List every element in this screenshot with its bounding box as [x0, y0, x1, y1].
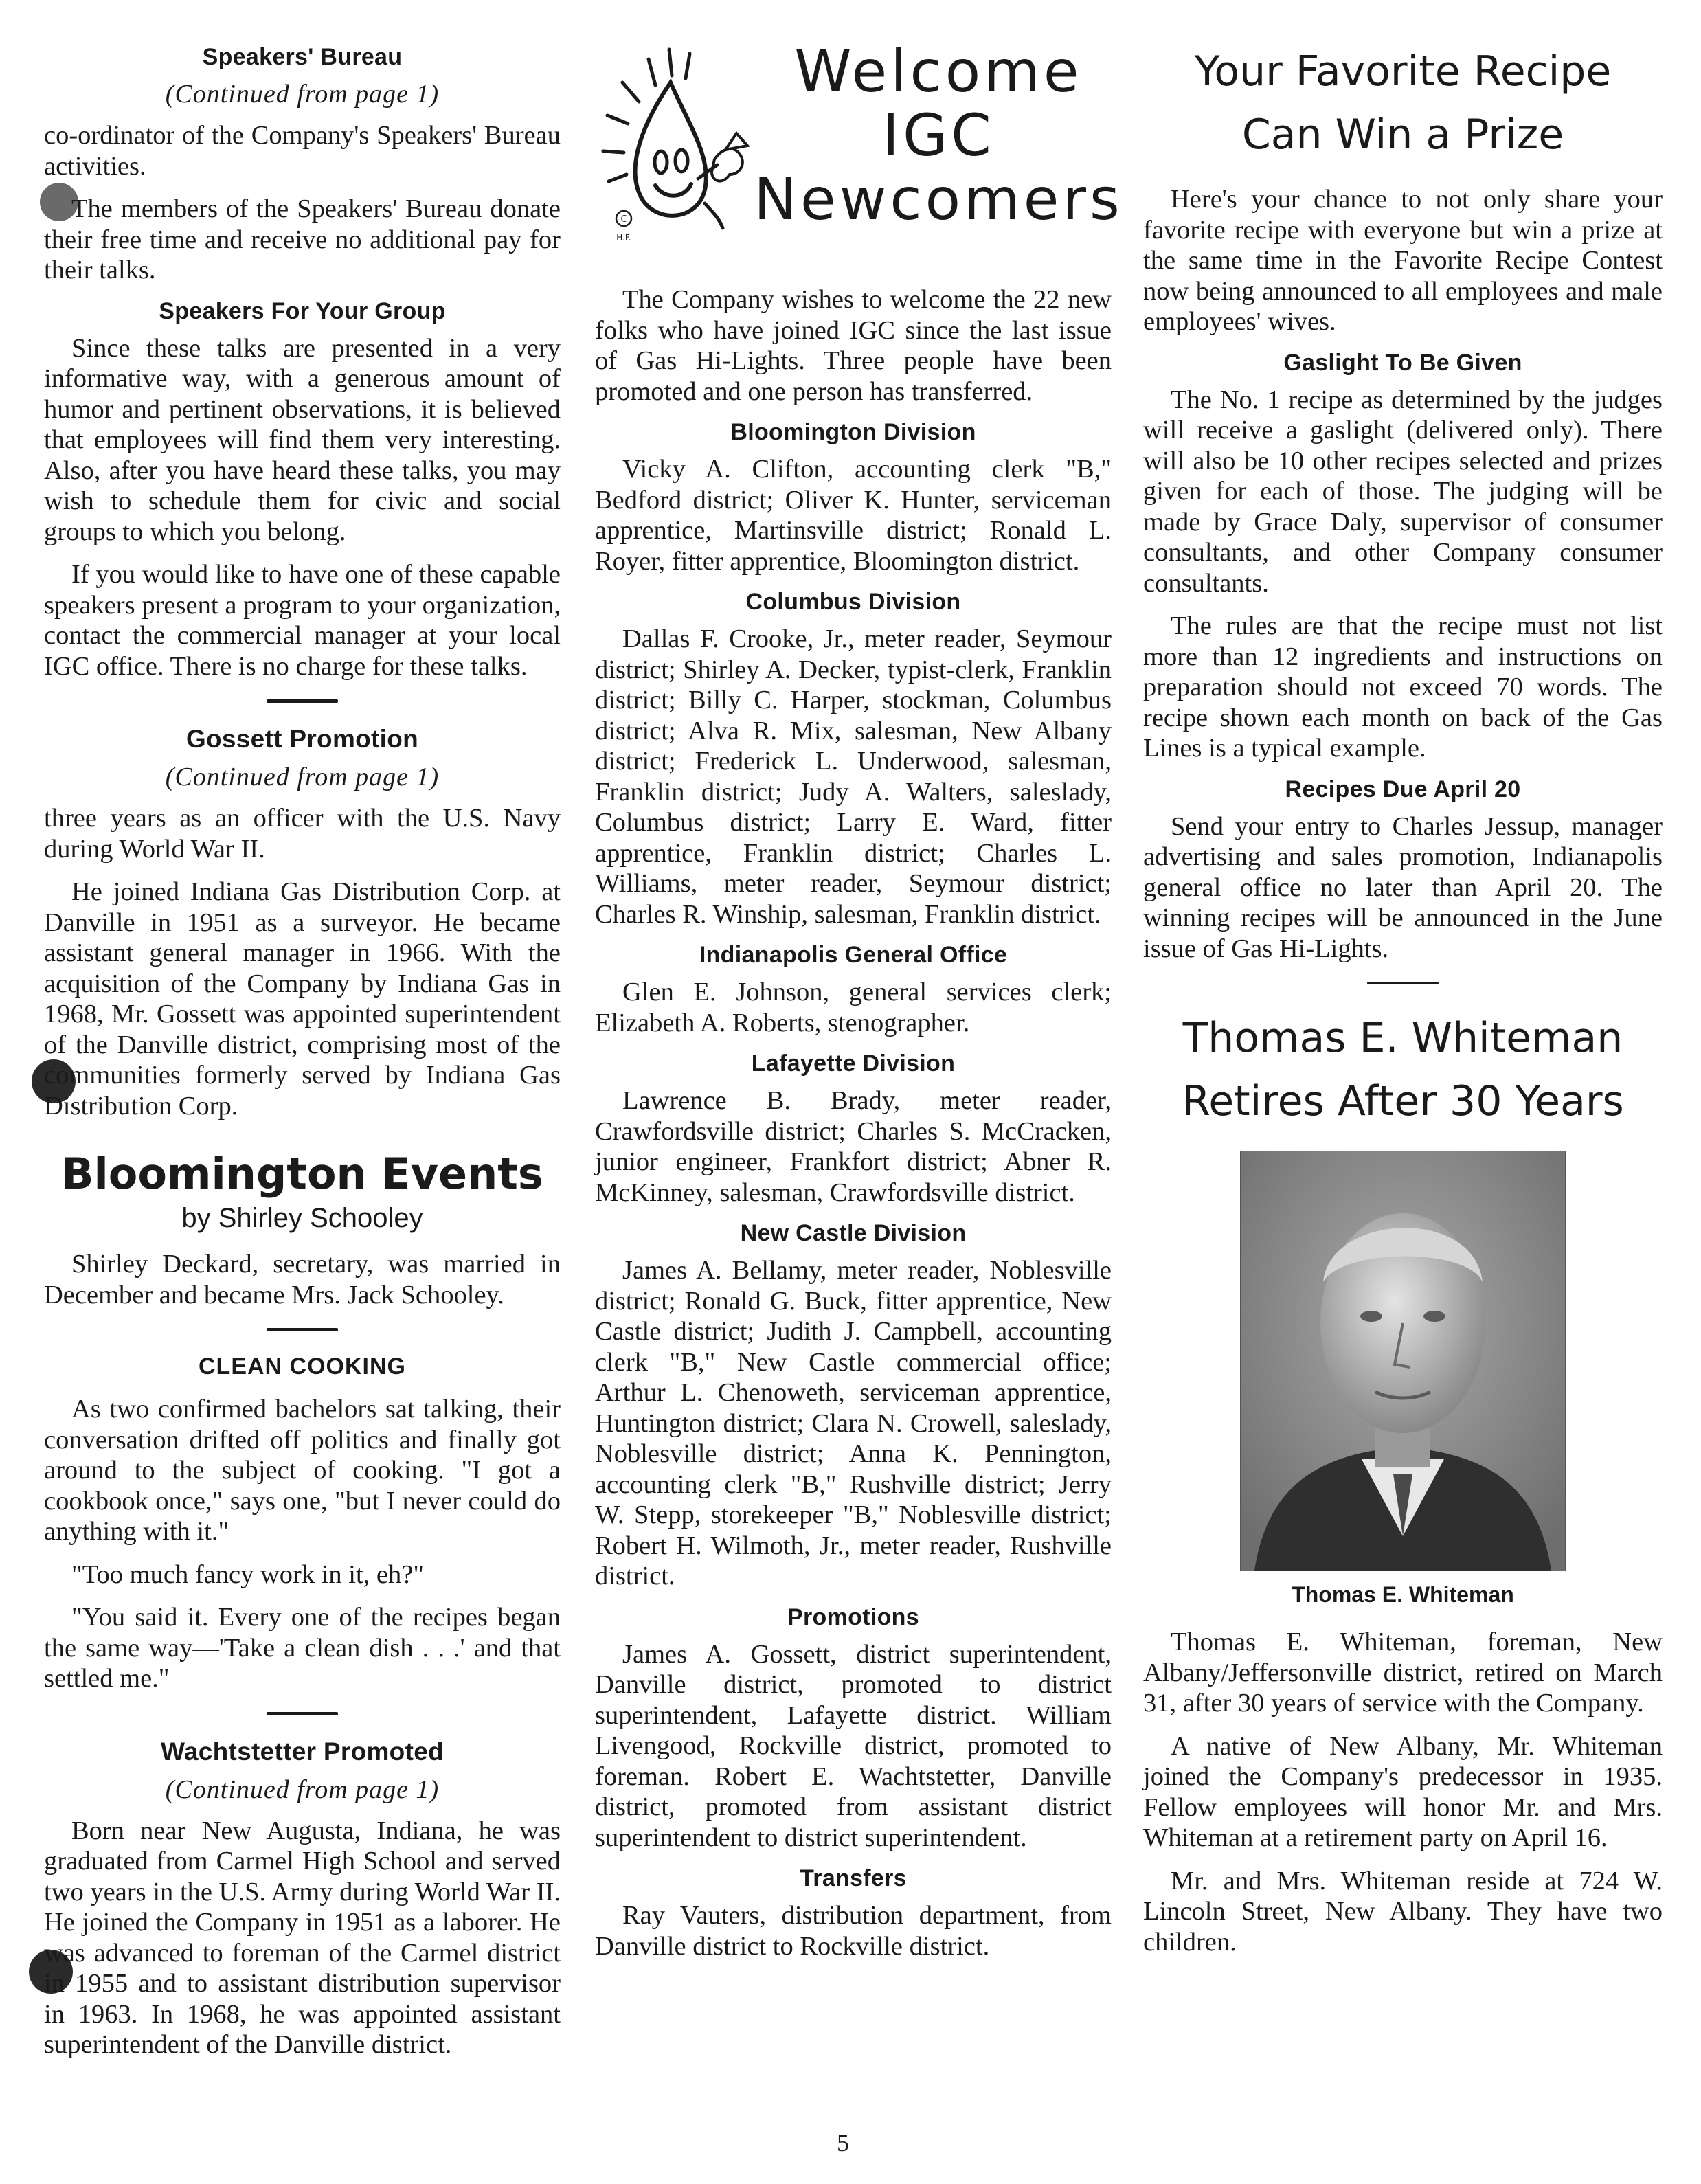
gossett-paragraph: three years as an officer with the U.S. Navy during World War II.	[44, 804, 561, 864]
cooking-paragraph: "You said it. Every one of the recipes began the same way—'Take a clean dish . . .' and that settled me."	[44, 1603, 561, 1693]
group-paragraph: If you would like to have one of these capable speakers present a program to your organization, contact the commercial manager at your local IGC office. There is no charge for these talks.	[44, 560, 561, 681]
continued-note: (Continued from page 1)	[165, 1775, 440, 1804]
cooking-paragraph: As two confirmed bachelors sat talking, their conversation drifted off politics and finally got around to the subject of cooking. "I got a cookbook once," says one, "but I never could do anything with it."	[44, 1395, 561, 1546]
welcome-title-line3: Newcomers	[754, 166, 1123, 233]
columbus-division-heading: Columbus Division	[745, 589, 961, 615]
speakers-group-heading: Speakers For Your Group	[159, 297, 446, 324]
division-list: Lawrence B. Brady, meter reader, Crawfordsville district; Charles S. McCracken, junior engineer, Frankfort district; Abner R. McKinney, salesman, Crawfordsville district.	[595, 1086, 1112, 1207]
retirement-paragraph: Thomas E. Whiteman, foreman, New Albany/Jeffersonville district, retired on March 31, after 30 years of service with the Company.	[1143, 1628, 1663, 1718]
recipe-contest-title	[1143, 40, 1663, 166]
promotions-list: James A. Gossett, district superintendent, Danville district, promoted to district superintendent, Lafayette district. William Livengood, Rockville district, promoted to foreman. Robert E. Wachtstetter, Danville district, promoted from assistant district superintendent to district superintendent.	[595, 1639, 1112, 1852]
speakers-paragraph: co-ordinator of the Company's Speakers' Bureau activities.	[44, 121, 561, 181]
gas-flame-mascot-icon	[595, 44, 767, 250]
mascot-initials: H.F.	[616, 233, 631, 243]
bloomington-events-title: Bloomington Events	[61, 1149, 543, 1199]
recipe-paragraph: Here's your chance to not only share your favorite recipe with everyone but win a prize at the same time in the Favorite Recipe Contest now being announced to all employees and male employees' wives.	[1143, 185, 1663, 336]
transfers-heading: Transfers	[800, 1865, 907, 1891]
recipes-due-paragraph: Send your entry to Charles Jessup, manager advertising and sales promotion, Indianapolis general office no later than April 20. The winning recipes will be announced in the June issue of Gas Hi-Lights.	[1143, 811, 1663, 963]
gaslight-paragraph: The No. 1 recipe as determined by the judges will receive a gaslight (delivered only). There will also be 10 other recipes selected and prizes given for each of those. The judging will be made by Grace Daly, supervisor of consumer consultants, and other Company consumer consultants.	[1143, 385, 1663, 598]
welcome-title	[753, 40, 1124, 232]
lafayette-division-heading: Lafayette Division	[751, 1050, 956, 1077]
retirement-title	[1143, 1006, 1663, 1133]
divider	[1367, 982, 1439, 984]
recipes-due-heading: Recipes Due April 20	[1285, 776, 1521, 802]
new-castle-division-heading: New Castle Division	[740, 1220, 967, 1246]
portrait-illustration	[1241, 1151, 1565, 1571]
promotions-heading: Promotions	[787, 1603, 919, 1630]
middle-column	[595, 38, 1123, 1974]
divider	[267, 699, 338, 703]
welcome-header	[595, 38, 1123, 284]
gossett-paragraph: He joined Indiana Gas Distribution Corp. at Danville in 1951 as a surveyor. He became assistant general manager in 1966. With the acquisition of the Company by Indiana Gas in 1968, Mr. Gossett was appointed superintendent of the Danville district, comprising most of the communities formerly served by Indiana Gas Distribution Corp.	[44, 877, 561, 1121]
page-number: 5	[837, 2129, 849, 2157]
continued-note: (Continued from page 1)	[165, 763, 440, 791]
retirement-paragraph: A native of New Albany, Mr. Whiteman joined the Company's predecessor in 1935. Fellow employees will honor Mr. and Mrs. Whiteman at a retirement party on April 16.	[1143, 1731, 1663, 1852]
retire-title-line2: Retires After 30 Years	[1182, 1077, 1624, 1125]
gaslight-paragraph: The rules are that the recipe must not list more than 12 ingredients and instructions on preparation should not exceed 70 words. The recipe shown each month on back of the Gas Lines is a typical example.	[1143, 611, 1663, 763]
transfers-list: Ray Vauters, distribution department, from Danville district to Rockville district.	[595, 1901, 1112, 1961]
speakers-bureau-heading: Speakers' Bureau	[202, 44, 403, 70]
continued-note: (Continued from page 1)	[165, 80, 440, 109]
bloomington-division-heading: Bloomington Division	[730, 419, 976, 445]
right-column	[1143, 40, 1663, 1970]
indianapolis-office-heading: Indianapolis General Office	[699, 942, 1008, 968]
clean-cooking-heading: CLEAN COOKING	[199, 1353, 406, 1380]
byline: by Shirley Schooley	[181, 1203, 423, 1233]
left-column	[44, 40, 561, 2073]
gossett-heading: Gossett Promotion	[185, 725, 419, 753]
group-paragraph: Since these talks are presented in a very informative way, with a generous amount of humor and pertinent observations, it is believed that employees will find them very interesting. Also, after you have heard these talks, you may wish to schedule them for civic and social groups to which you belong.	[44, 333, 561, 546]
recipe-title-line2: Can Win a Prize	[1241, 111, 1564, 159]
cooking-paragraph: "Too much fancy work in it, eh?"	[71, 1560, 425, 1589]
divider	[267, 1712, 338, 1715]
photo-caption: Thomas E. Whiteman	[1292, 1582, 1514, 1607]
bloomington-paragraph: Shirley Deckard, secretary, was married in December and became Mrs. Jack Schooley.	[44, 1250, 561, 1309]
division-list: Vicky A. Clifton, accounting clerk "B," Bedford district; Oliver K. Hunter, serviceman apprentice, Martinsville district; Ronald L. Royer, fitter apprentice, Bloomington district.	[595, 455, 1112, 576]
gaslight-heading: Gaslight To Be Given	[1283, 349, 1522, 376]
retire-title-line1: Thomas E. Whiteman	[1182, 1014, 1623, 1062]
whiteman-portrait-photo	[1240, 1151, 1566, 1571]
division-list: Dallas F. Crooke, Jr., meter reader, Seymour district; Shirley A. Decker, typist-clerk, Franklin district; Billy C. Harper, stockman, Columbus district; Alva R. Mix, salesman, New Albany district; Frederick L. Underwood, salesman, Franklin district; Judy A. Walters, saleslady, Columbus district; Larry E. Ward, fitter apprentice, Franklin district; Charles L. Williams, meter reader, Seymour district; Charles R. Winship, salesman, Franklin district.	[595, 624, 1112, 929]
divider	[267, 1328, 338, 1331]
wachtstetter-heading: Wachtstetter Promoted	[161, 1737, 444, 1766]
division-list: Glen E. Johnson, general services clerk; Elizabeth A. Roberts, stenographer.	[595, 978, 1112, 1037]
wachtstetter-paragraph: Born near New Augusta, Indiana, he was graduated from Carmel High School and served two years in the U.S. Army during World War II. He joined the Company in 1951 as a laborer. He was advanced to foreman of the Carmel district in 1955 and to assistant distribution supervisor in 1963. In 1968, he was appointed assistant superintendent of the Danville district.	[44, 1816, 561, 2059]
retirement-paragraph: Mr. and Mrs. Whiteman reside at 724 W. Lincoln Street, New Albany. They have two children.	[1143, 1866, 1663, 1957]
welcome-title-line1: Welcome	[794, 38, 1083, 105]
svg-text:C: C	[620, 214, 627, 225]
welcome-title-line2: IGC	[882, 102, 995, 169]
recipe-title-line1: Your Favorite Recipe	[1194, 47, 1612, 95]
division-list: James A. Bellamy, meter reader, Noblesville district; Ronald G. Buck, fitter apprentice, New Castle district; Judith J. Campbell, accounting clerk "B," New Castle commercial office; Arthur L. Chenoweth, serviceman apprentice, Huntington district; Clara N. Crowell, saleslady, Noblesville district; Anna K. Pennington, accounting clerk "B," Rushville district; Jerry W. Stepp, storekeeper "B," Noblesville district; Robert H. Wilmoth, Jr., meter reader, Rushville district.	[595, 1256, 1112, 1590]
speakers-paragraph: The members of the Speakers' Bureau donate their free time and receive no additional pay for their talks.	[44, 194, 561, 284]
welcome-intro: The Company wishes to welcome the 22 new folks who have joined IGC since the last issue of Gas Hi-Lights. Three people have been promoted and one person has transferred.	[595, 285, 1112, 406]
